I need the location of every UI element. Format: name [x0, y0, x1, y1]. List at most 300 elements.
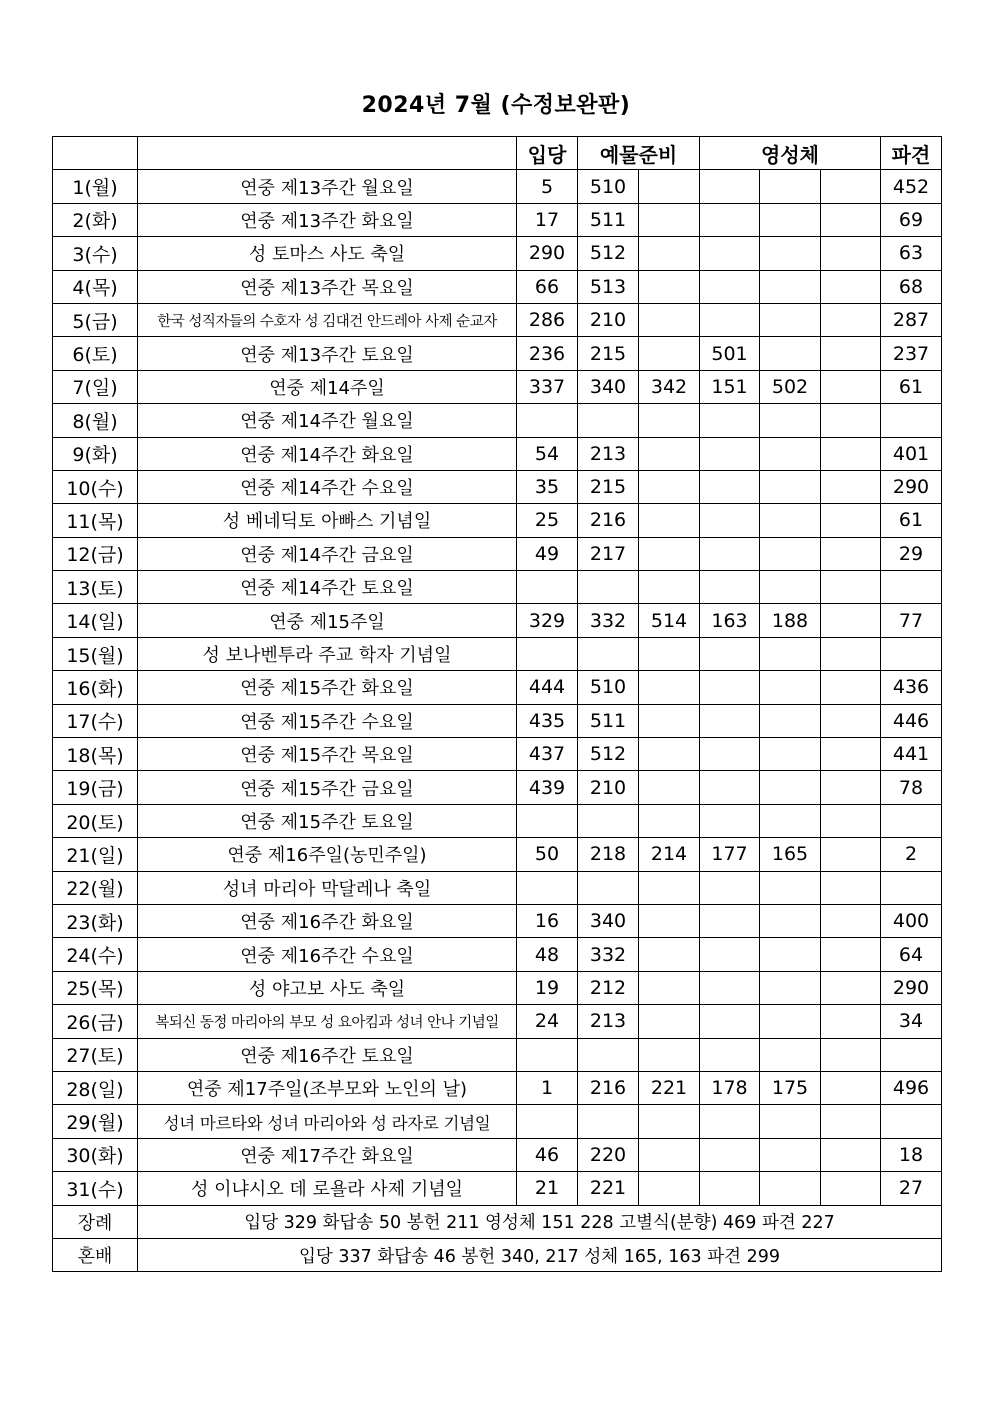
- offertory-cell: 218: [578, 838, 639, 871]
- table-row: [53, 904, 942, 937]
- table-row: [53, 203, 942, 236]
- communion-cell: [760, 1005, 821, 1038]
- liturgy-name-cell: 연중 제15주간 목요일: [138, 738, 517, 771]
- dismissal-cell: 77: [881, 604, 942, 637]
- offertory-cell: [639, 203, 700, 236]
- dismissal-cell: 34: [881, 1005, 942, 1038]
- entrance-cell: [517, 871, 578, 904]
- date-cell: 28(일): [53, 1071, 138, 1104]
- date-cell: 8(월): [53, 404, 138, 437]
- communion-cell: [760, 904, 821, 937]
- communion-cell: [821, 1071, 881, 1104]
- communion-cell: [700, 470, 760, 503]
- table-row: [53, 938, 942, 971]
- liturgy-name-cell: 연중 제14주간 화요일: [138, 437, 517, 470]
- dismissal-cell: 27: [881, 1172, 942, 1205]
- offertory-cell: [578, 1105, 639, 1138]
- offertory-cell: [578, 871, 639, 904]
- communion-cell: [760, 938, 821, 971]
- dismissal-cell: 441: [881, 738, 942, 771]
- table-row: [53, 1172, 942, 1205]
- offertory-cell: 210: [578, 303, 639, 336]
- offertory-cell: 216: [578, 1071, 639, 1104]
- offertory-cell: 340: [578, 370, 639, 403]
- header-entrance: 입당: [517, 137, 578, 170]
- schedule-body: [53, 170, 942, 1205]
- table-row: [53, 270, 942, 303]
- date-cell: 29(월): [53, 1105, 138, 1138]
- offertory-cell: [639, 437, 700, 470]
- liturgy-name-cell: 연중 제13주간 토요일: [138, 337, 517, 370]
- offertory-cell: 214: [639, 838, 700, 871]
- liturgy-name-cell: 성 야고보 사도 축일: [138, 971, 517, 1004]
- dismissal-cell: 446: [881, 704, 942, 737]
- offertory-cell: 512: [578, 237, 639, 270]
- offertory-cell: [639, 337, 700, 370]
- liturgy-name-cell: 연중 제16주간 수요일: [138, 938, 517, 971]
- entrance-cell: 5: [517, 170, 578, 203]
- offertory-cell: 511: [578, 203, 639, 236]
- communion-cell: [760, 1138, 821, 1171]
- offertory-cell: [639, 904, 700, 937]
- date-cell: 9(화): [53, 437, 138, 470]
- dismissal-cell: 61: [881, 370, 942, 403]
- table-row: [53, 804, 942, 837]
- offertory-cell: 215: [578, 337, 639, 370]
- communion-cell: [760, 771, 821, 804]
- communion-cell: [821, 470, 881, 503]
- communion-cell: [760, 1105, 821, 1138]
- date-cell: 21(일): [53, 838, 138, 871]
- liturgy-name-cell: 연중 제13주간 월요일: [138, 170, 517, 203]
- communion-cell: [821, 1038, 881, 1071]
- footer-text: 입당 337 화답송 46 봉헌 340, 217 성체 165, 163 파견 299: [138, 1238, 942, 1271]
- offertory-cell: [639, 704, 700, 737]
- table-row: [53, 637, 942, 670]
- offertory-cell: 342: [639, 370, 700, 403]
- entrance-cell: 48: [517, 938, 578, 971]
- date-cell: 24(수): [53, 938, 138, 971]
- table-row: [53, 671, 942, 704]
- communion-cell: [700, 771, 760, 804]
- liturgy-name-cell: 연중 제13주간 목요일: [138, 270, 517, 303]
- dismissal-cell: 290: [881, 470, 942, 503]
- offertory-cell: [639, 1038, 700, 1071]
- communion-cell: [700, 270, 760, 303]
- date-cell: 23(화): [53, 904, 138, 937]
- dismissal-cell: 400: [881, 904, 942, 937]
- communion-cell: [700, 704, 760, 737]
- offertory-cell: 212: [578, 971, 639, 1004]
- offertory-cell: [639, 938, 700, 971]
- entrance-cell: [517, 404, 578, 437]
- communion-cell: [821, 1105, 881, 1138]
- table-row: [53, 504, 942, 537]
- offertory-cell: [578, 804, 639, 837]
- communion-cell: [700, 871, 760, 904]
- liturgy-name-cell: 성 보나벤투라 주교 학자 기념일: [138, 637, 517, 670]
- table-row: [53, 571, 942, 604]
- dismissal-cell: [881, 871, 942, 904]
- communion-cell: [700, 1105, 760, 1138]
- entrance-cell: 19: [517, 971, 578, 1004]
- liturgy-name-cell: 연중 제14주간 토요일: [138, 571, 517, 604]
- communion-cell: [700, 971, 760, 1004]
- table-row: [53, 738, 942, 771]
- communion-cell: [821, 1138, 881, 1171]
- offertory-cell: 514: [639, 604, 700, 637]
- liturgy-name-cell: 연중 제14주간 월요일: [138, 404, 517, 437]
- communion-cell: [821, 571, 881, 604]
- offertory-cell: 213: [578, 437, 639, 470]
- communion-cell: [821, 938, 881, 971]
- communion-cell: [821, 637, 881, 670]
- communion-cell: [700, 1005, 760, 1038]
- date-cell: 12(금): [53, 537, 138, 570]
- dismissal-cell: [881, 804, 942, 837]
- communion-cell: [821, 971, 881, 1004]
- communion-cell: [760, 303, 821, 336]
- offertory-cell: [639, 170, 700, 203]
- offertory-cell: 215: [578, 470, 639, 503]
- offertory-cell: [578, 404, 639, 437]
- entrance-cell: 329: [517, 604, 578, 637]
- header-date: [53, 137, 138, 170]
- offertory-cell: 220: [578, 1138, 639, 1171]
- dismissal-cell: 290: [881, 971, 942, 1004]
- dismissal-cell: 2: [881, 838, 942, 871]
- offertory-cell: 332: [578, 938, 639, 971]
- communion-cell: [700, 437, 760, 470]
- communion-cell: [760, 671, 821, 704]
- dismissal-cell: 63: [881, 237, 942, 270]
- date-cell: 27(토): [53, 1038, 138, 1071]
- communion-cell: [821, 237, 881, 270]
- table-row: [53, 1138, 942, 1171]
- communion-cell: [821, 170, 881, 203]
- communion-cell: 502: [760, 370, 821, 403]
- header-row: [53, 137, 942, 170]
- table-row: [53, 604, 942, 637]
- liturgy-name-cell: 성 베네딕토 아빠스 기념일: [138, 504, 517, 537]
- date-cell: 6(토): [53, 337, 138, 370]
- table-row: [53, 704, 942, 737]
- communion-cell: [760, 437, 821, 470]
- communion-cell: [821, 804, 881, 837]
- dismissal-cell: 452: [881, 170, 942, 203]
- communion-cell: [700, 170, 760, 203]
- table-row: [53, 303, 942, 336]
- communion-cell: 175: [760, 1071, 821, 1104]
- date-cell: 1(월): [53, 170, 138, 203]
- offertory-cell: [639, 237, 700, 270]
- dismissal-cell: 64: [881, 938, 942, 971]
- communion-cell: [760, 704, 821, 737]
- communion-cell: [760, 203, 821, 236]
- table-row: [53, 370, 942, 403]
- table-row: [53, 1005, 942, 1038]
- liturgy-name-cell: 연중 제14주간 금요일: [138, 537, 517, 570]
- offertory-cell: [639, 671, 700, 704]
- dismissal-cell: 78: [881, 771, 942, 804]
- communion-cell: [821, 604, 881, 637]
- offertory-cell: 210: [578, 771, 639, 804]
- table-row: [53, 1105, 942, 1138]
- offertory-cell: [639, 504, 700, 537]
- entrance-cell: [517, 1105, 578, 1138]
- dismissal-cell: 237: [881, 337, 942, 370]
- communion-cell: [760, 804, 821, 837]
- offertory-cell: [578, 637, 639, 670]
- communion-cell: [821, 871, 881, 904]
- date-cell: 7(일): [53, 370, 138, 403]
- date-cell: 25(목): [53, 971, 138, 1004]
- dismissal-cell: 496: [881, 1071, 942, 1104]
- dismissal-cell: 61: [881, 504, 942, 537]
- offertory-cell: 511: [578, 704, 639, 737]
- table-row: [53, 170, 942, 203]
- communion-cell: [821, 771, 881, 804]
- header-offertory: 예물준비: [578, 137, 700, 170]
- liturgy-name-cell: 연중 제16주일(농민주일): [138, 838, 517, 871]
- communion-cell: [821, 504, 881, 537]
- communion-cell: [760, 971, 821, 1004]
- page-title: 2024년 7월 (수정보완판): [361, 93, 631, 118]
- communion-cell: [700, 738, 760, 771]
- liturgy-name-cell: 연중 제15주간 금요일: [138, 771, 517, 804]
- offertory-cell: 217: [578, 537, 639, 570]
- communion-cell: [760, 504, 821, 537]
- communion-cell: [760, 170, 821, 203]
- offertory-cell: 510: [578, 671, 639, 704]
- communion-cell: [700, 904, 760, 937]
- entrance-cell: [517, 1038, 578, 1071]
- communion-cell: [821, 203, 881, 236]
- offertory-cell: [639, 303, 700, 336]
- communion-cell: [821, 1005, 881, 1038]
- schedule-table: [52, 136, 942, 1272]
- header-communion: 영성체: [700, 137, 881, 170]
- liturgy-name-cell: 연중 제17주일(조부모와 노인의 날): [138, 1071, 517, 1104]
- date-cell: 31(수): [53, 1172, 138, 1205]
- communion-cell: 151: [700, 370, 760, 403]
- communion-cell: [700, 1138, 760, 1171]
- communion-cell: [700, 938, 760, 971]
- communion-cell: [700, 537, 760, 570]
- entrance-cell: 17: [517, 203, 578, 236]
- communion-cell: 501: [700, 337, 760, 370]
- table-row: [53, 971, 942, 1004]
- entrance-cell: 290: [517, 237, 578, 270]
- date-cell: 19(금): [53, 771, 138, 804]
- communion-cell: 177: [700, 838, 760, 871]
- entrance-cell: 50: [517, 838, 578, 871]
- communion-cell: [821, 437, 881, 470]
- communion-cell: [760, 871, 821, 904]
- liturgy-name-cell: 성녀 마리아 막달레나 축일: [138, 871, 517, 904]
- entrance-cell: [517, 637, 578, 670]
- date-cell: 18(목): [53, 738, 138, 771]
- liturgy-name-cell: 연중 제15주간 수요일: [138, 704, 517, 737]
- dismissal-cell: 436: [881, 671, 942, 704]
- offertory-cell: [639, 1105, 700, 1138]
- offertory-cell: 216: [578, 504, 639, 537]
- date-cell: 2(화): [53, 203, 138, 236]
- offertory-cell: [639, 404, 700, 437]
- offertory-cell: [639, 270, 700, 303]
- entrance-cell: 66: [517, 270, 578, 303]
- table-row: [53, 404, 942, 437]
- footer-label: 장례: [53, 1205, 138, 1238]
- communion-cell: [700, 804, 760, 837]
- offertory-cell: [639, 804, 700, 837]
- entrance-cell: [517, 804, 578, 837]
- table-row: [53, 470, 942, 503]
- entrance-cell: 24: [517, 1005, 578, 1038]
- communion-cell: [700, 1038, 760, 1071]
- date-cell: 15(월): [53, 637, 138, 670]
- dismissal-cell: [881, 1105, 942, 1138]
- communion-cell: [700, 237, 760, 270]
- liturgy-name-cell: 연중 제14주간 수요일: [138, 470, 517, 503]
- table-row: [53, 337, 942, 370]
- table-row: [53, 1071, 942, 1104]
- communion-cell: [821, 838, 881, 871]
- communion-cell: [821, 671, 881, 704]
- liturgy-name-cell: 연중 제15주일: [138, 604, 517, 637]
- entrance-cell: 35: [517, 470, 578, 503]
- liturgy-name-cell: 연중 제16주간 토요일: [138, 1038, 517, 1071]
- communion-cell: [700, 504, 760, 537]
- dismissal-cell: 18: [881, 1138, 942, 1171]
- communion-cell: [700, 1172, 760, 1205]
- dismissal-cell: [881, 571, 942, 604]
- communion-cell: [760, 404, 821, 437]
- offertory-cell: [639, 871, 700, 904]
- offertory-cell: [578, 1038, 639, 1071]
- footer-row: [53, 1238, 942, 1271]
- communion-cell: [760, 1172, 821, 1205]
- communion-cell: [821, 370, 881, 403]
- dismissal-cell: 287: [881, 303, 942, 336]
- liturgy-name-cell: 연중 제17주간 화요일: [138, 1138, 517, 1171]
- liturgy-name-cell: 복되신 동정 마리아의 부모 성 요아킴과 성녀 안나 기념일: [138, 1005, 517, 1038]
- liturgy-name-cell: 연중 제15주간 화요일: [138, 671, 517, 704]
- communion-cell: [821, 270, 881, 303]
- entrance-cell: 46: [517, 1138, 578, 1171]
- entrance-cell: 25: [517, 504, 578, 537]
- offertory-cell: 340: [578, 904, 639, 937]
- footer-label: 혼배: [53, 1238, 138, 1271]
- date-cell: 20(토): [53, 804, 138, 837]
- table-row: [53, 437, 942, 470]
- communion-cell: [760, 637, 821, 670]
- communion-cell: [760, 1038, 821, 1071]
- table-row: [53, 838, 942, 871]
- header-name: [138, 137, 517, 170]
- entrance-cell: 236: [517, 337, 578, 370]
- communion-cell: [760, 571, 821, 604]
- entrance-cell: 437: [517, 738, 578, 771]
- liturgy-name-cell: 연중 제13주간 화요일: [138, 203, 517, 236]
- date-cell: 17(수): [53, 704, 138, 737]
- offertory-cell: [639, 771, 700, 804]
- entrance-cell: 435: [517, 704, 578, 737]
- communion-cell: [760, 470, 821, 503]
- offertory-cell: 221: [639, 1071, 700, 1104]
- liturgy-name-cell: 연중 제15주간 토요일: [138, 804, 517, 837]
- table-row: [53, 237, 942, 270]
- communion-cell: [700, 571, 760, 604]
- communion-cell: 188: [760, 604, 821, 637]
- dismissal-cell: [881, 404, 942, 437]
- offertory-cell: [639, 537, 700, 570]
- liturgy-name-cell: 성녀 마르타와 성녀 마리아와 성 라자로 기념일: [138, 1105, 517, 1138]
- dismissal-cell: [881, 637, 942, 670]
- communion-cell: [821, 404, 881, 437]
- header-dismissal: 파견: [881, 137, 942, 170]
- communion-cell: [700, 303, 760, 336]
- offertory-cell: [639, 1172, 700, 1205]
- communion-cell: [821, 704, 881, 737]
- communion-cell: [821, 337, 881, 370]
- offertory-cell: [639, 971, 700, 1004]
- liturgy-name-cell: 연중 제16주간 화요일: [138, 904, 517, 937]
- entrance-cell: 286: [517, 303, 578, 336]
- offertory-cell: 512: [578, 738, 639, 771]
- footer-text: 입당 329 화답송 50 봉헌 211 영성체 151 228 고별식(분향) 469 파견 227: [138, 1205, 942, 1238]
- offertory-cell: 221: [578, 1172, 639, 1205]
- entrance-cell: 16: [517, 904, 578, 937]
- offertory-cell: [639, 571, 700, 604]
- communion-cell: [821, 1172, 881, 1205]
- date-cell: 14(일): [53, 604, 138, 637]
- date-cell: 3(수): [53, 237, 138, 270]
- date-cell: 16(화): [53, 671, 138, 704]
- communion-cell: 163: [700, 604, 760, 637]
- communion-cell: [760, 237, 821, 270]
- offertory-cell: [639, 637, 700, 670]
- entrance-cell: 337: [517, 370, 578, 403]
- offertory-cell: [639, 470, 700, 503]
- communion-cell: [821, 303, 881, 336]
- entrance-cell: 54: [517, 437, 578, 470]
- table-row: [53, 537, 942, 570]
- communion-cell: [700, 637, 760, 670]
- date-cell: 22(월): [53, 871, 138, 904]
- liturgy-name-cell: 성 토마스 사도 축일: [138, 237, 517, 270]
- liturgy-name-cell: 연중 제14주일: [138, 370, 517, 403]
- liturgy-name-cell: 한국 성직자들의 수호자 성 김대건 안드레아 사제 순교자: [138, 303, 517, 336]
- communion-cell: [760, 270, 821, 303]
- date-cell: 5(금): [53, 303, 138, 336]
- communion-cell: [760, 738, 821, 771]
- offertory-cell: 332: [578, 604, 639, 637]
- entrance-cell: 21: [517, 1172, 578, 1205]
- table-row: [53, 871, 942, 904]
- communion-cell: [821, 537, 881, 570]
- offertory-cell: 513: [578, 270, 639, 303]
- communion-cell: [760, 337, 821, 370]
- offertory-cell: 213: [578, 1005, 639, 1038]
- dismissal-cell: [881, 1038, 942, 1071]
- footer-row: [53, 1205, 942, 1238]
- offertory-cell: 510: [578, 170, 639, 203]
- entrance-cell: [517, 571, 578, 604]
- offertory-cell: [639, 738, 700, 771]
- communion-cell: [760, 537, 821, 570]
- entrance-cell: 1: [517, 1071, 578, 1104]
